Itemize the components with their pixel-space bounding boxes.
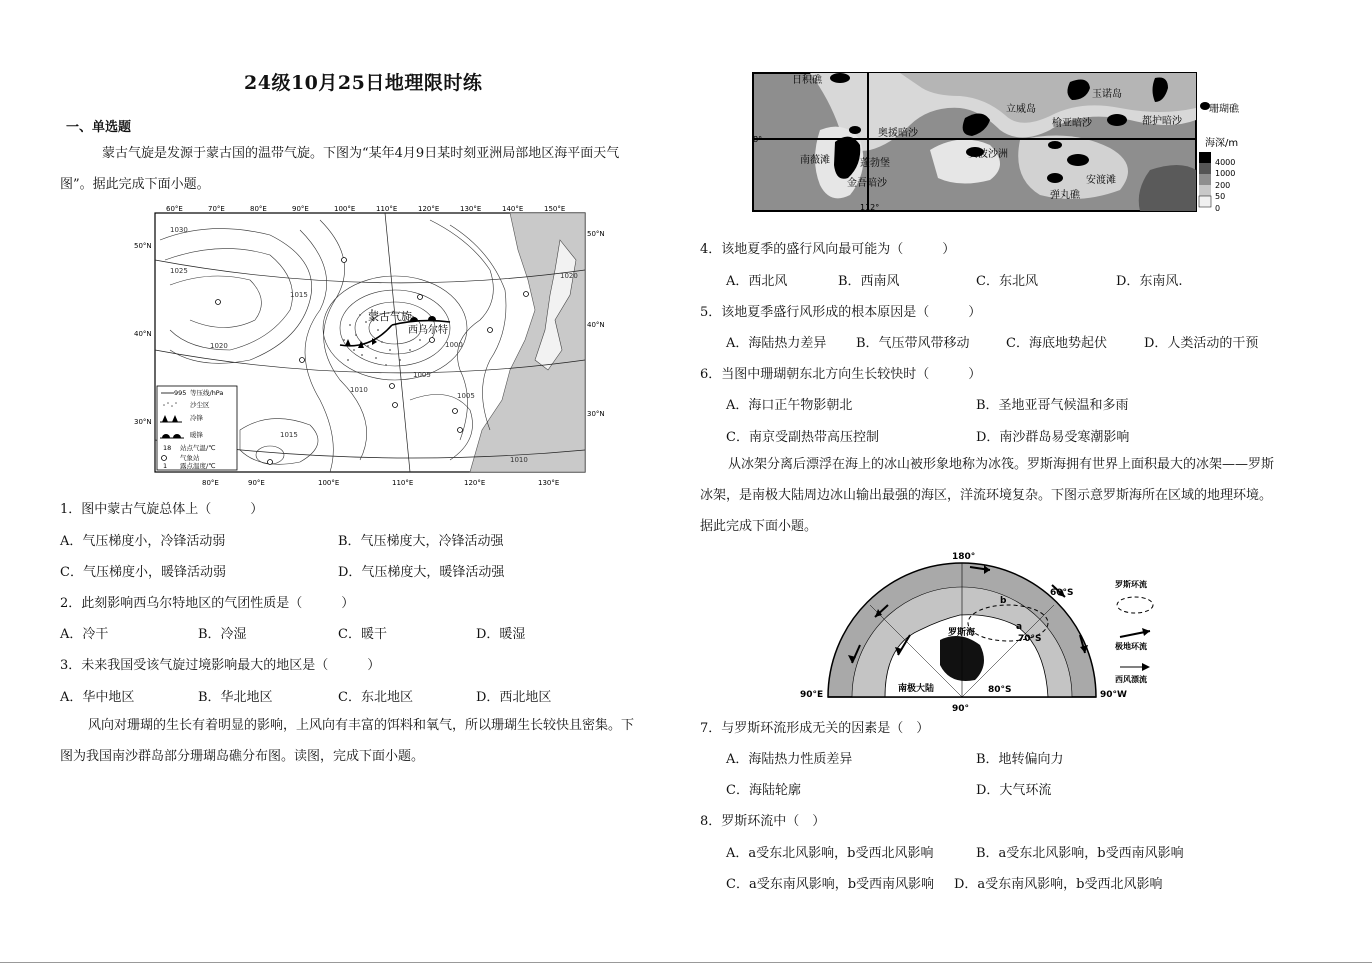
q1-option-c[interactable]: C．气压梯度小，暖锋活动弱	[60, 565, 226, 580]
q5-option-a[interactable]: A．海陆热力差异	[726, 336, 827, 351]
legend-station: 气象站	[180, 454, 200, 462]
q7-option-d[interactable]: D．大气环流	[976, 783, 1052, 798]
question-2: 2．此刻影响西乌尔特地区的气团性质是（ ）	[60, 596, 355, 611]
point-b-label: b	[1000, 596, 1007, 606]
lat-label: 8°	[753, 135, 763, 144]
lat-label: 30°N	[134, 418, 152, 426]
lat-label: 50°N	[134, 242, 152, 250]
lat-70-label: 70°S	[1018, 634, 1042, 644]
legend-isobar: 等压线/hPa	[190, 389, 224, 397]
question-3: 3．未来我国受该气旋过境影响最大的地区是（ ）	[60, 658, 381, 673]
lat-label: 40°N	[134, 330, 152, 338]
legend-warm: 暖锋	[190, 431, 203, 439]
q8-option-a[interactable]: A．a受东北风影响，b受西北风影响	[726, 846, 934, 861]
legend-dew-label: 露点温度/℃	[180, 462, 216, 470]
intro3-line2: 冰架，是南极大陆周边冰山输出最强的海区，洋流环境复杂。下图示意罗斯海所在区域的地理环境。	[700, 488, 1273, 503]
question-1: 1．图中蒙古气旋总体上（ ）	[60, 502, 264, 517]
place-label: 安波沙洲	[968, 149, 1008, 160]
q3-option-b[interactable]: B．华北地区	[198, 690, 273, 705]
weather-map-figure	[130, 200, 605, 492]
depth-legend-title: 海深/m	[1205, 138, 1239, 149]
question-5: 5．该地夏季盛行风形成的根本原因是（ ）	[700, 305, 982, 320]
depth-value: 50	[1215, 192, 1226, 201]
place-label: 日积礁	[792, 75, 822, 86]
pressure-label: 1025	[170, 267, 188, 275]
q1-option-b[interactable]: B．气压梯度大，冷锋活动强	[338, 534, 504, 549]
q2-option-d[interactable]: D．暖湿	[476, 627, 526, 642]
place-label: 珊瑚礁	[1209, 104, 1239, 115]
question-7: 7．与罗斯环流形成无关的因素是（ ）	[700, 721, 930, 736]
legend-cold: 冷锋	[190, 414, 203, 422]
intro1-line1: 蒙古气旋是发源于蒙古国的温带气旋。下图为“某年4月9日某时刻亚洲局部地区海平面天气	[102, 146, 620, 161]
lat-label: 40°N	[587, 321, 605, 329]
city-label: 西乌尔特	[408, 325, 448, 336]
lon-label: 70°E	[208, 205, 225, 213]
coral-map-figure	[750, 70, 1260, 215]
question-6: 6．当图中珊瑚朝东北方向生长较快时（ ）	[700, 367, 982, 382]
q6-option-c[interactable]: C．南京受副热带高压控制	[726, 430, 879, 445]
pressure-label: 1010	[350, 386, 368, 394]
q1-option-d[interactable]: D．气压梯度大，暖锋活动强	[338, 565, 505, 580]
q4-option-a[interactable]: A．西北风	[726, 274, 788, 289]
lon-label: 100°E	[334, 205, 356, 213]
section-heading: 一、单选题	[66, 120, 132, 135]
q5-option-d[interactable]: D．人类活动的干预	[1144, 336, 1259, 351]
q2-option-c[interactable]: C．暖干	[338, 627, 387, 642]
legend-polar: 极地环流	[1115, 642, 1147, 651]
intro2-line1: 风向对珊瑚的生长有着明显的影响，上风向有丰富的饵料和氧气，所以珊瑚生长较快且密集。下	[88, 718, 635, 733]
lon-label: 120°E	[464, 479, 486, 487]
q3-option-c[interactable]: C．东北地区	[338, 690, 413, 705]
pressure-label: 1005	[457, 392, 475, 400]
place-label: 奥援暗沙	[878, 128, 918, 139]
lat-label: 50°N	[587, 230, 605, 238]
place-label: 蓬勃堡	[860, 158, 890, 169]
page-bottom-divider	[0, 962, 1372, 963]
lon-label: 112°	[860, 203, 880, 212]
ross-sea-figure	[790, 545, 1170, 715]
depth-value: 1000	[1215, 169, 1236, 178]
q6-option-a[interactable]: A．海口正午物影朝北	[726, 398, 853, 413]
q7-option-b[interactable]: B．地转偏向力	[976, 752, 1064, 767]
question-8: 8．罗斯环流中（ ）	[700, 814, 826, 829]
pressure-label: 1015	[290, 291, 308, 299]
q6-option-d[interactable]: D．南沙群岛易受寒潮影响	[976, 430, 1130, 445]
place-label: 安渡滩	[1086, 175, 1116, 186]
ross-sea-map	[790, 545, 1170, 715]
lon-label: 150°E	[544, 205, 566, 213]
lon-label: 130°E	[538, 479, 560, 487]
lon-label: 110°E	[392, 479, 414, 487]
q5-option-b[interactable]: B．气压带风带移动	[856, 336, 970, 351]
q7-option-c[interactable]: C．海陆轮廓	[726, 783, 801, 798]
lon-label: 80°E	[250, 205, 267, 213]
lon-180-label: 180°	[952, 552, 976, 562]
lon-90e-label: 90°E	[800, 690, 824, 700]
q3-option-a[interactable]: A．华中地区	[60, 690, 135, 705]
place-label: 玉诺岛	[1092, 89, 1122, 100]
lat-80-label: 80°S	[988, 685, 1012, 695]
ross-sea-label: 罗斯海	[948, 628, 976, 638]
page-title: 24级10月25日地理限时练	[244, 72, 483, 94]
pressure-label: 1030	[170, 226, 188, 234]
q8-option-c[interactable]: C．a受东南风影响，b受西南风影响	[726, 877, 935, 892]
q3-option-d[interactable]: D．西北地区	[476, 690, 552, 705]
intro3-line3: 据此完成下面小题。	[700, 519, 818, 534]
place-label: 南薇滩	[800, 155, 830, 166]
coral-map	[750, 70, 1260, 215]
place-label: 立威岛	[1006, 104, 1036, 115]
lon-label: 60°E	[166, 205, 183, 213]
legend-temp: 18	[163, 444, 172, 452]
lon-label: 140°E	[502, 205, 524, 213]
legend-sand: 沙尘区	[190, 401, 210, 409]
lon-label: 110°E	[376, 205, 398, 213]
pressure-label: 1020	[560, 272, 578, 280]
q5-option-c[interactable]: C．海底地势起伏	[1006, 336, 1107, 351]
lon-90w-label: 90°W	[1100, 690, 1127, 700]
q8-option-d[interactable]: D．a受东南风影响，b受西北风影响	[954, 877, 1163, 892]
lon-label: 80°E	[202, 479, 219, 487]
pressure-label: 1000	[445, 341, 463, 349]
place-label: 都护暗沙	[1142, 116, 1182, 127]
q2-option-b[interactable]: B．冷湿	[198, 627, 247, 642]
legend-isobar-value: 995	[174, 389, 187, 397]
legend-temp-label: 站点气温/℃	[180, 444, 216, 452]
pressure-label: 1020	[210, 342, 228, 350]
q7-option-a[interactable]: A．海陆热力性质差异	[726, 752, 853, 767]
place-label: 榆亚暗沙	[1052, 118, 1092, 129]
pressure-label: 1010	[510, 456, 528, 464]
question-4: 4．该地夏季的盛行风向最可能为（ ）	[700, 242, 956, 257]
legend-dew: 1	[163, 462, 168, 470]
depth-value: 4000	[1215, 158, 1236, 167]
weather-map	[130, 200, 605, 492]
lon-label: 120°E	[418, 205, 440, 213]
lat-label: 30°N	[587, 410, 605, 418]
intro3-line1: 从冰架分离后漂浮在海上的冰山被形象地称为冰筏。罗斯海拥有世界上面积最大的冰架——罗斯	[728, 457, 1275, 472]
continent-label: 南极大陆	[898, 684, 935, 694]
pressure-label: 1005	[413, 371, 431, 379]
depth-value: 200	[1215, 181, 1231, 190]
legend-west-wind: 西风漂流	[1115, 675, 1147, 684]
legend-ross-gyre: 罗斯环流	[1115, 580, 1147, 589]
lon-label: 90°E	[248, 479, 265, 487]
q2-option-a[interactable]: A．冷干	[60, 627, 109, 642]
place-label: 弹丸礁	[1050, 190, 1080, 201]
lon-label: 130°E	[460, 205, 482, 213]
q4-option-b[interactable]: B．西南风	[838, 274, 900, 289]
depth-value: 0	[1215, 204, 1221, 213]
q1-option-a[interactable]: A．气压梯度小，冷锋活动弱	[60, 534, 226, 549]
lon-label: 90°E	[292, 205, 309, 213]
pressure-label: 1015	[280, 431, 298, 439]
q6-option-b[interactable]: B．圣地亚哥气候温和多雨	[976, 398, 1129, 413]
cyclone-label: 蒙古气旋	[368, 310, 412, 323]
lon-label: 100°E	[318, 479, 340, 487]
intro2-line2: 图为我国南沙群岛部分珊瑚岛礁分布图。读图，完成下面小题。	[60, 749, 425, 764]
lat-60-label: 60°S	[1050, 588, 1074, 598]
q8-option-b[interactable]: B．a受东北风影响，b受西南风影响	[976, 846, 1184, 861]
lon-90-label: 90°	[952, 704, 970, 714]
point-a-label: a	[1016, 622, 1023, 632]
place-label: 金吾暗沙	[847, 178, 887, 189]
q4-option-c[interactable]: C．东北风	[976, 274, 1038, 289]
q4-option-d[interactable]: D．东南风.	[1116, 274, 1183, 289]
intro1-line2: 图”。据此完成下面小题。	[60, 177, 210, 192]
